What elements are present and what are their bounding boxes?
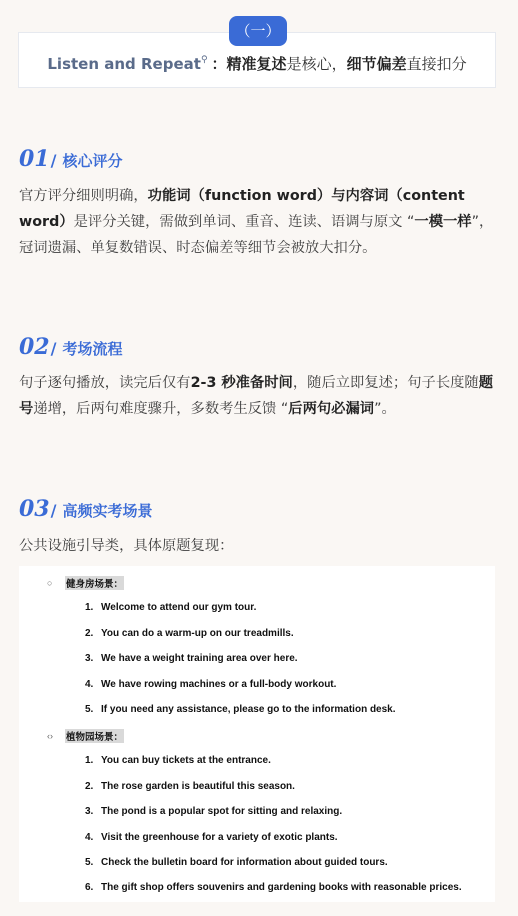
header-line <box>19 53 495 78</box>
section-2-title <box>19 334 122 360</box>
section-2-bold: 2-3 秒准备时间 <box>190 375 293 391</box>
list-item <box>85 628 294 639</box>
list-item <box>85 602 256 613</box>
section-3-text: 公共设施引导类，具体原题复现： <box>19 538 234 554</box>
item-number: 4. <box>85 679 94 690</box>
section-1-title <box>19 146 122 172</box>
section-1-paragraph <box>19 183 495 261</box>
exam-questions-image <box>19 566 495 902</box>
item-number: 2. <box>85 781 94 792</box>
hollow-bullet-icon: ○ <box>47 578 53 588</box>
item-text: If you need any assistance, please go to the information desk. <box>101 704 396 715</box>
item-text: You can buy tickets at the entrance. <box>101 755 271 766</box>
section-3-number: 03 <box>19 496 50 522</box>
header-english: Listen and Repeat <box>47 55 201 73</box>
item-text: You can do a warm-up on our treadmills. <box>101 628 294 639</box>
section-2-bold: 题号 <box>19 375 494 417</box>
section-2-bold: 后两句必漏词 <box>288 401 375 417</box>
list-item <box>85 704 396 715</box>
header-bold-2: 细节偏差 <box>346 55 407 73</box>
section-1-number: 01 <box>19 146 50 172</box>
item-text: The gift shop offers souvenirs and gardening books with reasonable prices. <box>101 882 462 893</box>
item-number: 2. <box>85 628 94 639</box>
magnifier-icon: ⚲ <box>200 55 208 65</box>
section-1-text: 是评分关键，需做到单词、重音、连读、语调与原文 “ <box>73 214 415 230</box>
item-text: Check the bulletin board for information about guided tours. <box>101 857 388 868</box>
item-text: We have rowing machines or a full-body workout. <box>101 679 337 690</box>
list-item <box>85 679 336 690</box>
header-text-1: 是核心， <box>286 55 347 73</box>
list-item <box>85 806 342 817</box>
item-number: 5. <box>85 857 94 868</box>
collapse-toggle-icon: ‹› <box>47 731 53 741</box>
section-3-slash: / <box>50 501 57 520</box>
section-2-slash: / <box>50 339 57 358</box>
item-number: 1. <box>85 602 94 613</box>
item-number: 5. <box>85 704 94 715</box>
category-gym <box>47 576 124 590</box>
list-item <box>85 781 295 792</box>
section-3-label: 高频实考场景 <box>62 502 153 520</box>
section-1-text: ”，冠词遗漏、单复数错误、时态偏差等细节会被放大扣分。 <box>19 214 494 256</box>
section-3-title <box>19 496 152 522</box>
item-number: 4. <box>85 832 94 843</box>
section-1-bold: 一模一样 <box>414 214 472 230</box>
section-1-bold: 功能词（function word）与内容词（content word） <box>19 188 465 230</box>
section-1-slash: / <box>50 151 57 170</box>
item-text: Visit the greenhouse for a variety of exotic plants. <box>101 832 338 843</box>
section-3-paragraph <box>19 533 495 559</box>
section-2-text: 句子逐句播放，读完后仅有 <box>19 375 191 391</box>
section-2-text: 递增，后两句难度骤升，多数考生反馈 “ <box>33 401 289 417</box>
list-item <box>85 857 388 868</box>
section-1-text: 官方评分细则明确， <box>19 188 148 204</box>
list-item <box>85 832 338 843</box>
section-2-text: ”。 <box>374 401 396 417</box>
section-2-number: 02 <box>19 334 50 360</box>
item-text: The pond is a popular spot for sitting and relaxing. <box>101 806 343 817</box>
header-bold-1: 精准复述 <box>226 55 287 73</box>
item-number: 6. <box>85 882 94 893</box>
item-text: The rose garden is beautiful this season. <box>101 781 295 792</box>
item-number: 3. <box>85 806 94 817</box>
item-text: Welcome to attend our gym tour. <box>101 602 257 613</box>
section-2-label: 考场流程 <box>62 340 123 358</box>
item-number: 3. <box>85 653 94 664</box>
section-badge: （一） <box>229 16 287 46</box>
category-label: 健身房场景： <box>65 576 124 590</box>
list-item <box>85 653 298 664</box>
section-2-text: ，随后立即复述；句子长度随 <box>292 375 479 391</box>
section-1-label: 核心评分 <box>62 152 123 170</box>
category-label: 植物园场景： <box>65 729 124 743</box>
header-text-2: 直接扣分 <box>406 55 467 73</box>
header-colon: ： <box>211 55 227 73</box>
list-item <box>85 882 462 893</box>
item-number: 1. <box>85 755 94 766</box>
section-2-paragraph <box>19 370 495 422</box>
list-item <box>85 755 271 766</box>
category-botanical-garden <box>47 729 124 743</box>
item-text: We have a weight training area over here. <box>101 653 298 664</box>
